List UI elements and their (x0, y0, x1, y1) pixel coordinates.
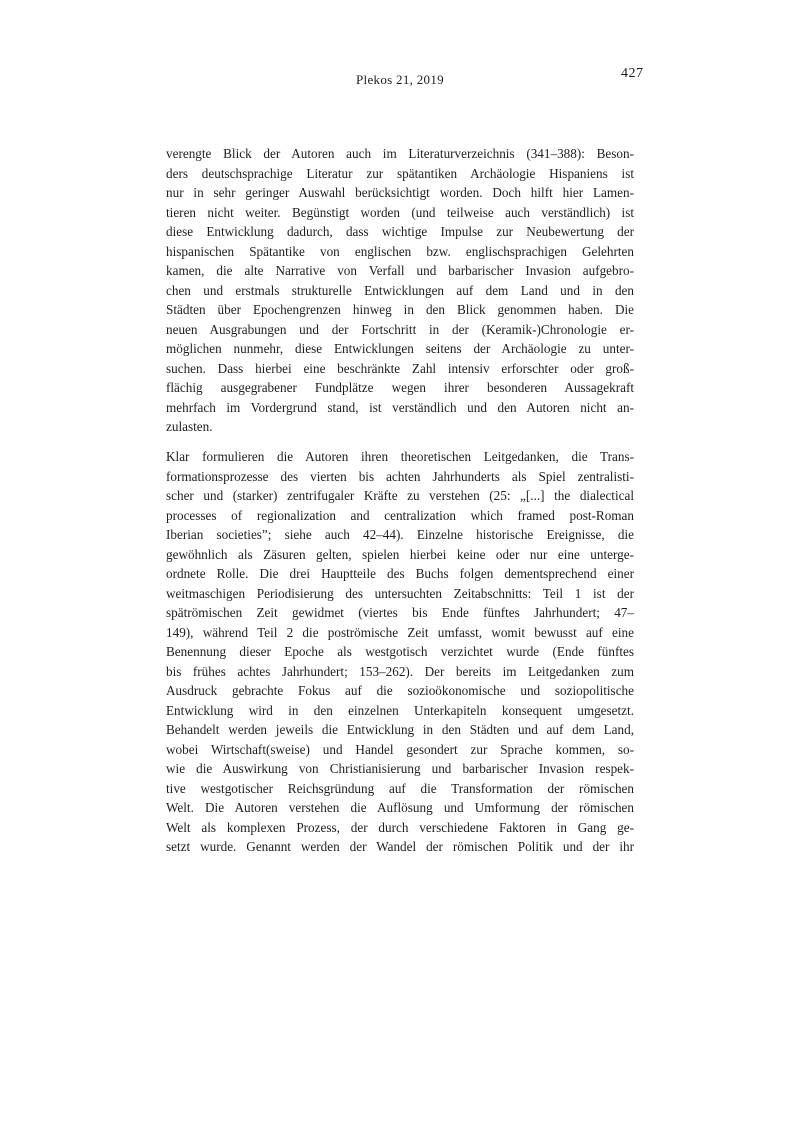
text-line-content: bis frühes achtes Jahrhundert; 153–262). Der bereits im Leitgedanken zum (166, 663, 634, 679)
text-line (166, 623, 634, 643)
text-line (166, 642, 634, 662)
text-line-content: Behandelt werden jeweils die Entwicklung in den Städten und auf dem Land, (166, 722, 634, 737)
text-line (166, 378, 634, 398)
text-line (166, 798, 634, 818)
text-line (166, 417, 634, 437)
text-line-content: wobei Wirtschaft(sweise) und Handel gesondert zur Sprache kommen, so- (166, 741, 634, 757)
text-line-content: kamen, die alte Narrative von Verfall und barbarischer Invasion aufgebro- (166, 263, 634, 278)
text-line-content: wie die Auswirkung von Christianisierung und barbarischer Invasion respek- (166, 761, 634, 776)
text-line-content: Ausdruck gebrachte Fokus auf die sozioökonomische und soziopolitische (166, 683, 634, 698)
text-line (166, 242, 634, 262)
text-line-content: diese Entwicklung dadurch, dass wichtige Impulse zur Neubewertung der (166, 224, 634, 239)
text-line-content: flächig ausgegrabener Fundplätze wegen ihrer besonderen Aussagekraft (166, 380, 634, 395)
text-line (166, 339, 634, 359)
text-line-content: ordnete Rolle. Die drei Hauptteile des Buchs folgen dementsprechend einer (166, 566, 634, 581)
text-line-content: neuen Ausgrabungen und der Fortschritt in der (Keramik-)Chronologie er- (166, 321, 634, 337)
journal-title: Plekos 21, 2019 (356, 72, 444, 87)
text-line (166, 525, 634, 545)
text-line (166, 584, 634, 604)
text-line (166, 545, 634, 565)
text-line-content: 149), während Teil 2 die poströmische Zeit umfasst, womit bewusst auf eine (166, 624, 634, 640)
text-line (166, 398, 634, 418)
text-line-content: Klar formulieren die Autoren ihren theoretischen Leitgedanken, die Trans- (166, 449, 634, 464)
text-line (166, 261, 634, 281)
text-line-content: spätrömischen Zeit gewidmet (viertes bis Ende fünftes Jahrhundert; 47– (166, 605, 634, 620)
text-line (166, 222, 634, 242)
text-line-content: tieren nicht weiter. Begünstigt worden (und teilweise auch verständlich) ist (166, 204, 634, 220)
text-line-content: hispanischen Spätantike von englischen bzw. englischsprachigen Gelehrten (166, 243, 634, 259)
text-line-content: setzt wurde. Genannt werden der Wandel der römischen Politik und der ihr (166, 839, 634, 854)
text-line-content: scher und (starker) zentrifugaler Kräfte zu verstehen (25: „[...] the dialectical (166, 488, 634, 503)
text-line-content: ders deutschsprachige Literatur zur spätantiken Archäologie Hispaniens ist (166, 165, 634, 181)
text-line (166, 467, 634, 487)
text-line (166, 320, 634, 340)
text-line (166, 300, 634, 320)
text-line (166, 837, 634, 857)
text-line (166, 203, 634, 223)
page-body (166, 144, 634, 857)
text-line (166, 701, 634, 721)
text-line (166, 447, 634, 467)
text-line-content: Welt als komplexen Prozess, der durch verschiedene Faktoren in Gang ge- (166, 819, 634, 835)
text-line (166, 759, 634, 779)
text-line-content: zulasten. (166, 419, 213, 434)
page-number: 427 (621, 66, 644, 81)
text-line (166, 779, 634, 799)
text-line (166, 681, 634, 701)
text-line-content: möglichen nunmehr, diese Entwicklungen seitens der Archäologie zu unter- (166, 341, 634, 356)
text-line-content: nur in sehr geringer Auswahl berücksichtigt worden. Doch hilft hier Lamen- (166, 185, 634, 200)
text-line (166, 164, 634, 184)
text-line (166, 603, 634, 623)
text-line (166, 662, 634, 682)
text-line (166, 359, 634, 379)
text-line (166, 564, 634, 584)
text-line-content: tive westgotischer Reichsgründung auf die Transformation der römischen (166, 780, 634, 796)
text-line (166, 818, 634, 838)
text-line-content: Entwicklung wird in den einzelnen Unterkapiteln konsequent umgesetzt. (166, 702, 634, 718)
text-line-content: Welt. Die Autoren verstehen die Auflösung und Umformung der römischen (166, 800, 634, 815)
text-line-content: Iberian societies”; siehe auch 42–44). Einzelne historische Ereignisse, die (166, 527, 634, 542)
text-line-content: processes of regionalization and centralization which framed post-Roman (166, 507, 634, 523)
text-line-content: chen und erstmals strukturelle Entwicklungen auf dem Land und in den (166, 282, 634, 298)
text-line (166, 281, 634, 301)
text-line-content: weitmaschigen Periodisierung des untersuchten Zeitabschnitts: Teil 1 ist der (166, 585, 634, 601)
text-line (166, 144, 634, 164)
text-line-content: formationsprozesse des vierten bis achten Jahrhunderts als Spiel zentralisti- (166, 468, 634, 484)
text-line (166, 740, 634, 760)
text-line-content: mehrfach im Vordergrund stand, ist verständlich und den Autoren nicht an- (166, 399, 634, 415)
text-line-content: gewöhnlich als Zäsuren gelten, spielen hierbei keine oder nur eine unterge- (166, 546, 634, 562)
text-line (166, 720, 634, 740)
paragraph (166, 447, 634, 857)
text-line (166, 183, 634, 203)
text-line (166, 506, 634, 526)
text-line-content: verengte Blick der Autoren auch im Literaturverzeichnis (341–388): Beson- (166, 146, 634, 161)
text-line (166, 486, 634, 506)
paragraph (166, 144, 634, 437)
text-line-content: Benennung dieser Epoche als westgotisch verzichtet wurde (Ende fünftes (166, 644, 634, 659)
text-line-content: suchen. Dass hierbei eine beschränkte Zahl intensiv erforschter oder groß- (166, 360, 634, 376)
text-line-content: Städten über Epochengrenzen hinweg in den Blick genommen haben. Die (166, 302, 634, 317)
